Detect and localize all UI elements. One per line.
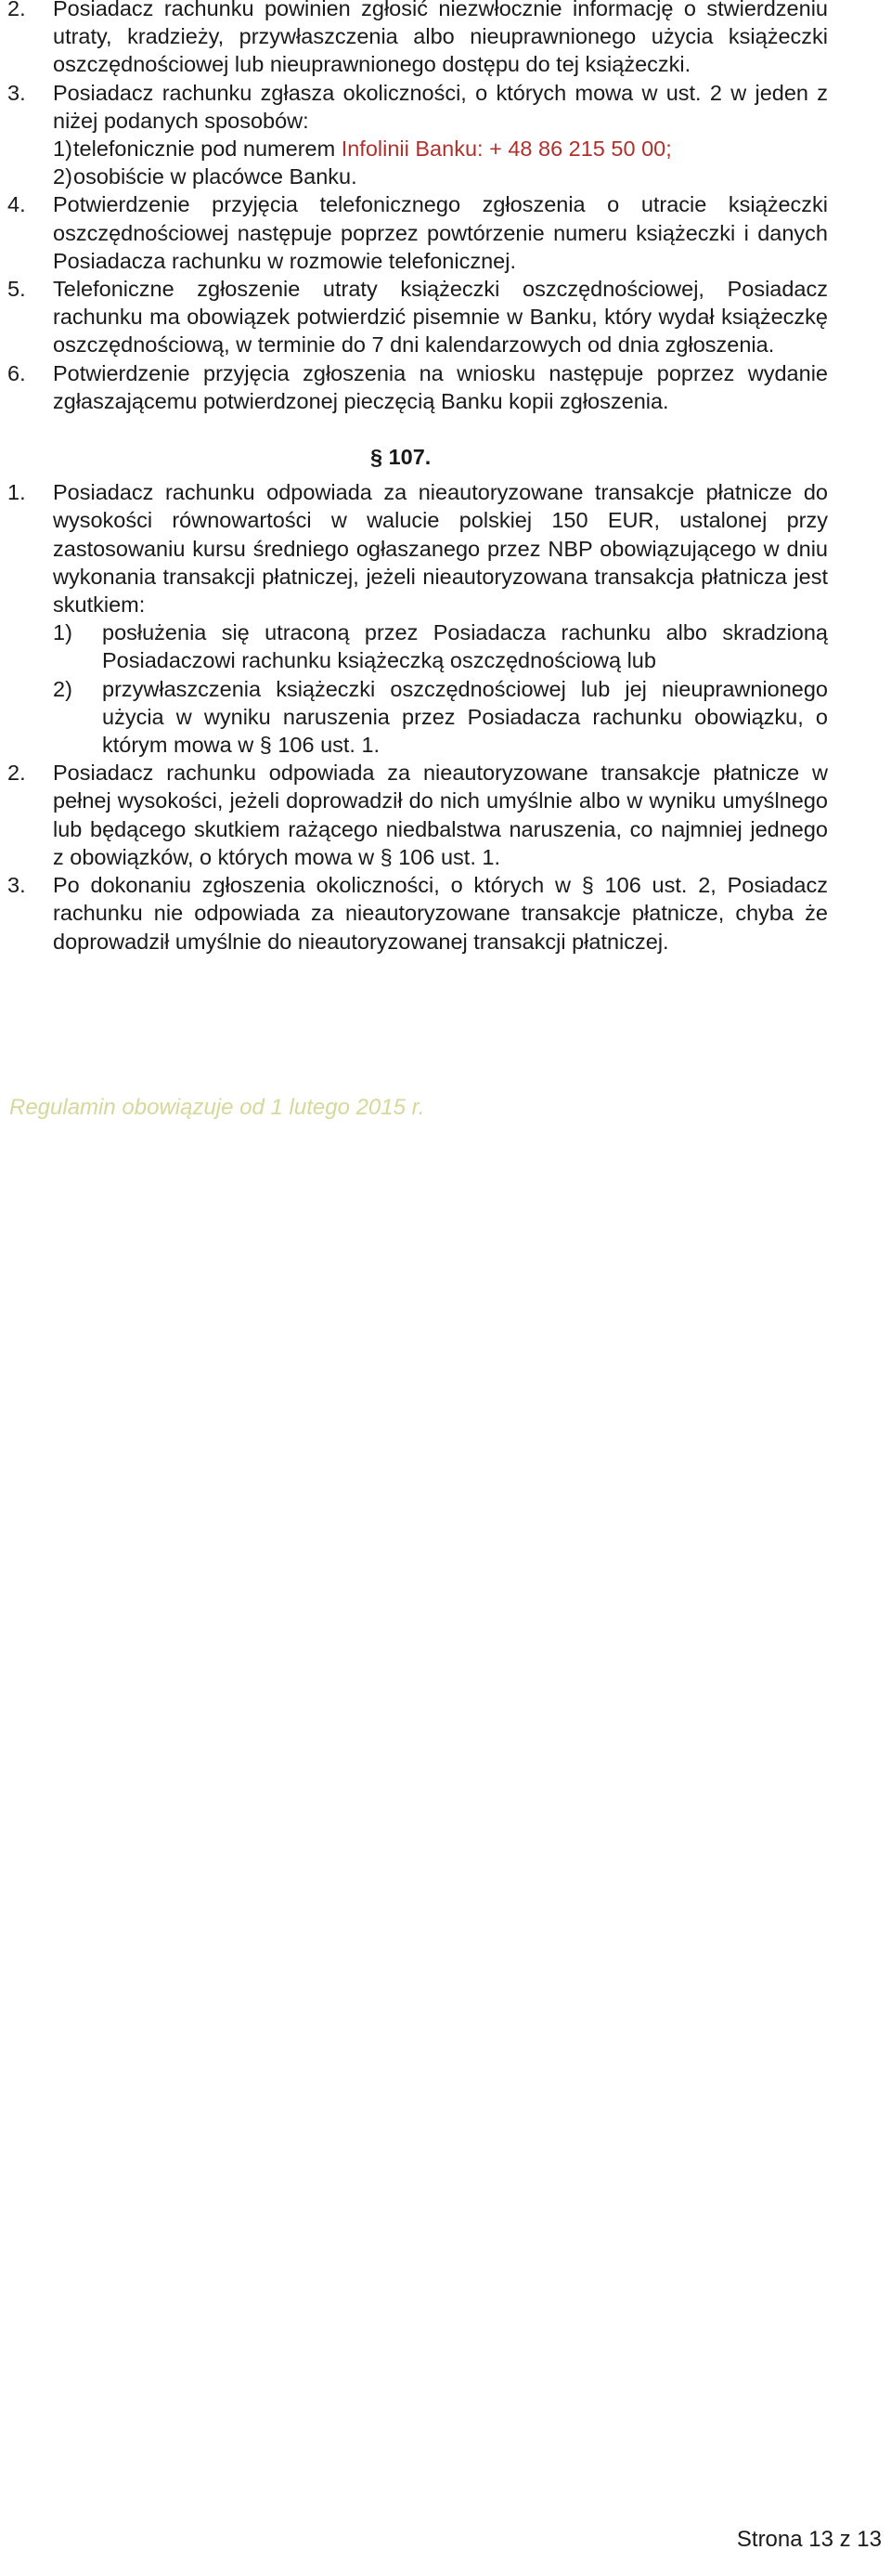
paragraph-text: Posiadacz rachunku powinien zgłosić niezwłocznie informację o stwierdzeniu utraty, kradzieży, przywłaszczenia albo nieuprawnionego użycia książeczki oszczędnościowej lub nieuprawnionego dostępu do tej książeczki. [53, 0, 828, 77]
paragraph-number: 1. [7, 480, 26, 505]
paragraph-number: 2. [7, 0, 26, 20]
paragraph-text: Posiadacz rachunku odpowiada za nieautoryzowane transakcje płatnicze w pełnej wysokości, jeżeli doprowadził do nich umyślnie albo w wyniku umyślnego lub będącego skutkiem rażącego niedbalstwa naruszenia, co najmniej jednego z obowiązków, o których mowa w § 106 ust. 1. [53, 761, 828, 869]
article-paragraph-1 [0, 478, 828, 618]
article-1-item-2 [0, 675, 828, 760]
item-text: przywłaszczenia książeczki oszczędnościowej lub jej nieuprawnionego użycia w wyniku naruszenia przez Posiadacza rachunku obowiązku, o którym mowa w § 106 ust. 1. [102, 676, 828, 758]
paragraph-3-item-1 [0, 135, 828, 163]
paragraph-number: 4. [7, 192, 26, 217]
paragraph-2 [0, 0, 828, 79]
item-text: posłużenia się utraconą przez Posiadacza rachunku albo skradzioną Posiadaczowi rachunku książeczką oszczędnościową lub [102, 620, 828, 673]
article-1-item-1 [0, 618, 828, 674]
item-number: 1) [53, 620, 72, 645]
paragraph-text: Telefoniczne zgłoszenie utraty książeczki oszczędnościowej, Posiadacz rachunku ma obowiązek potwierdzić pisemnie w Banku, który wydał książeczkę oszczędnościową, w terminie do 7 dni kalendarzowych od dnia zgłoszenia. [53, 277, 828, 358]
article-paragraph-3 [0, 871, 828, 956]
paragraph-text: Posiadacz rachunku zgłasza okoliczności, o których mowa w ust. 2 w jeden z niżej podanych sposobów: [53, 80, 828, 133]
paragraph-number: 5. [7, 277, 26, 302]
paragraph-number: 3. [7, 80, 26, 105]
paragraph-number: 6. [7, 360, 26, 385]
regulation-text [0, 0, 891, 956]
paragraph-text: Posiadacz rachunku odpowiada za nieautoryzowane transakcje płatnicze do wysokości równowartości w walucie polskiej 150 EUR, ustalonej przy zastosowaniu kursu średniego ogłaszanego przez NBP obowiązującego w dniu wykonania transakcji płatniczej, jeżeli nieautoryzowana transakcja płatnicza jest skutkiem: [53, 480, 828, 618]
paragraph-6 [0, 359, 828, 415]
paragraph-text: Potwierdzenie przyjęcia zgłoszenia na wniosku następuje poprzez wydanie zgłaszającemu potwierdzonej pieczęcią Banku kopii zgłoszenia. [53, 360, 828, 413]
paragraph-4 [0, 190, 828, 275]
article-heading: § 107. [370, 445, 432, 470]
paragraph-text: Potwierdzenie przyjęcia telefonicznego zgłoszenia o utracie książeczki oszczędnościowej następuje poprzez powtórzenie numeru książeczki i danych Posiadacza rachunku w rozmowie telefonicznej. [53, 192, 828, 273]
paragraph-number: 3. [7, 873, 26, 898]
paragraph-text: Po dokonaniu zgłoszenia okoliczności, o których w § 106 ust. 2, Posiadacz rachunku nie odpowiada za nieautoryzowane transakcje płatnicze, chyba że doprowadził umyślnie do nieautoryzowanej transakcji płatniczej. [53, 873, 828, 954]
effective-date-note: Regulamin obowiązuje od 1 lutego 2015 r. [9, 1095, 425, 1120]
article-paragraph-2 [0, 759, 828, 871]
item-number: 1) [53, 137, 72, 162]
paragraph-number: 2. [7, 761, 26, 786]
infoline-phone: Infolinii Banku: + 48 86 215 50 00; [341, 137, 672, 162]
item-number: 2) [53, 164, 72, 189]
paragraph-5 [0, 275, 828, 359]
paragraph-3-item-2 [0, 163, 828, 190]
item-number: 2) [53, 676, 72, 701]
page-number: Strona 13 z 13 [736, 2527, 882, 2552]
item-text: telefonicznie pod numerem [73, 137, 342, 162]
item-text: osobiście w placówce Banku. [73, 164, 357, 189]
paragraph-3 [0, 79, 828, 135]
